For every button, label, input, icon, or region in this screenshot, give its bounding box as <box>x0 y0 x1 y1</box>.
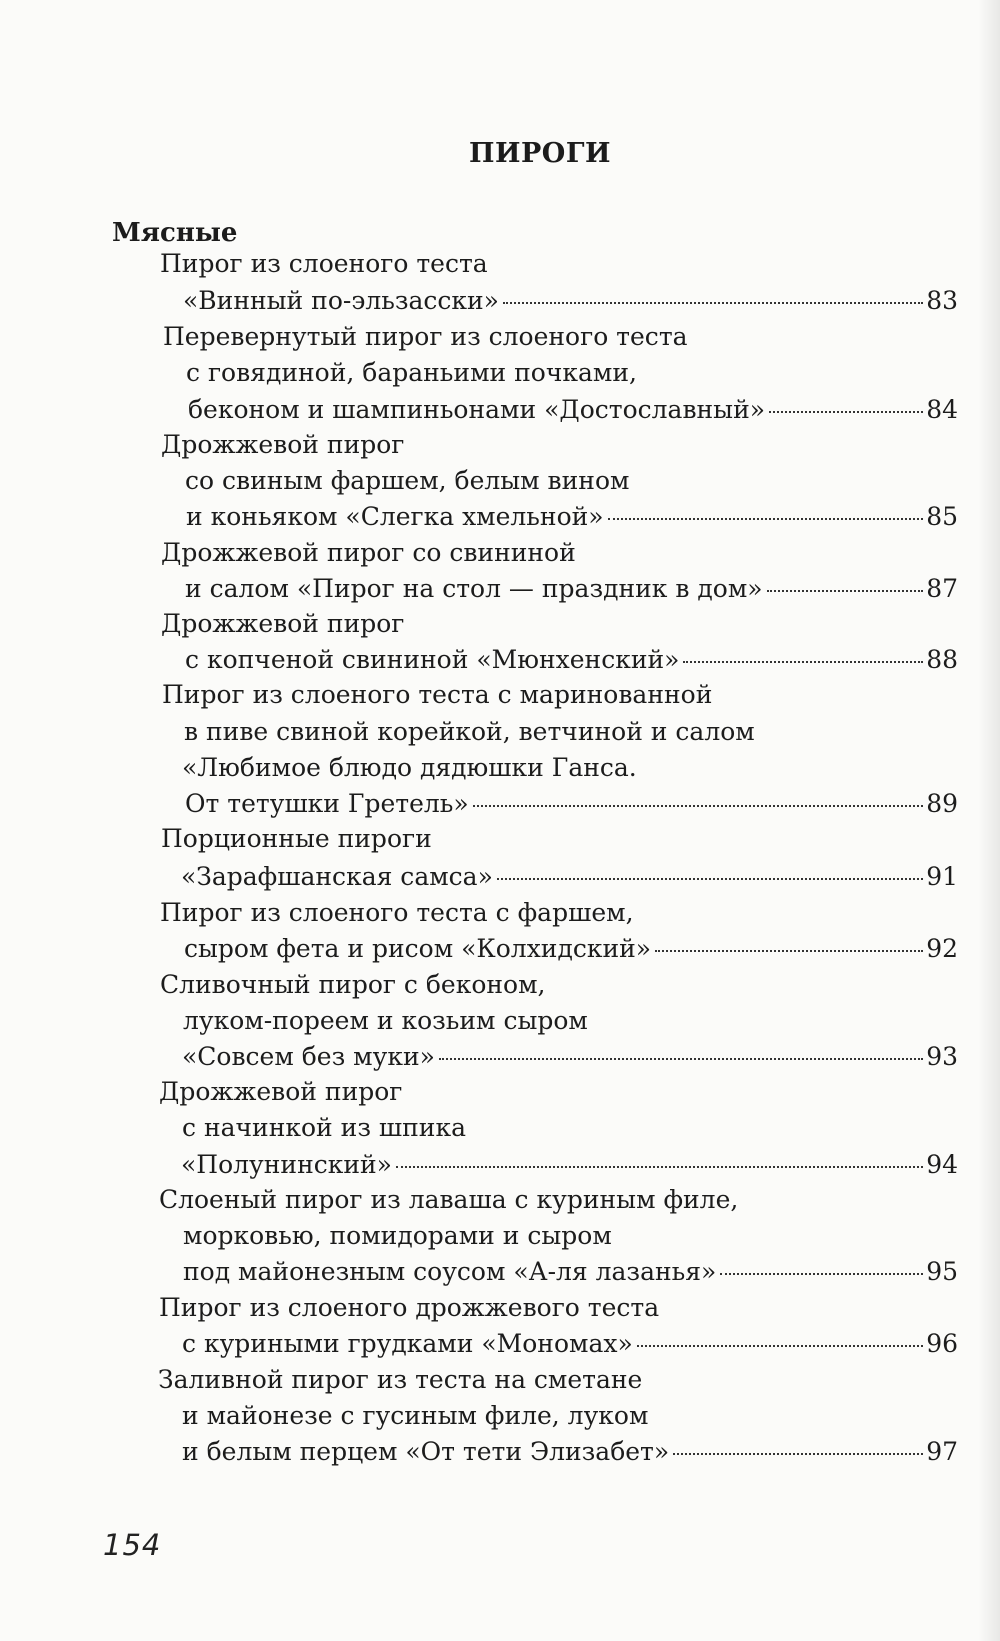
toc-line-text: Пирог из слоеного теста с маринованной <box>162 680 713 709</box>
leader-dots <box>683 660 923 663</box>
toc-line-text: Пирог из слоеного дрожжевого теста <box>159 1293 660 1322</box>
toc-line <box>185 570 958 608</box>
toc-line-text: с говядиной, бараньими почками, <box>186 358 637 387</box>
toc-line-text: Перевернутый пирог из слоеного теста <box>163 322 688 351</box>
leader-dots <box>673 1452 923 1455</box>
toc-page-number: 85 <box>926 502 958 531</box>
toc-line-text: Дрожжевой пирог <box>159 1077 403 1106</box>
toc-line-text: с копченой свининой «Мюнхенский» <box>185 645 680 674</box>
toc-line <box>182 1397 958 1435</box>
toc-line-text: луком-пореем и козьим сыром <box>183 1006 588 1035</box>
toc-line <box>160 894 958 932</box>
toc-line-text: и салом «Пирог на стол — праздник в дом» <box>185 574 763 603</box>
toc-page-number: 96 <box>926 1329 958 1358</box>
toc-line-text: Пирог из слоеного теста <box>160 249 488 278</box>
toc-line <box>182 1433 958 1471</box>
toc-page-number: 87 <box>926 574 958 603</box>
toc-line <box>183 282 958 320</box>
toc-line-text: под майонезным соусом «А-ля лазанья» <box>183 1257 717 1286</box>
toc-line <box>159 1289 958 1327</box>
toc-line <box>160 966 958 1004</box>
leader-dots <box>608 517 924 520</box>
toc-page-number: 93 <box>926 1042 958 1071</box>
toc-line-text: От тетушки Гретель» <box>185 789 469 818</box>
leader-dots <box>396 1165 923 1168</box>
toc-line-text: Сливочный пирог с беконом, <box>160 970 546 999</box>
toc-line-text: «Любимое блюдо дядюшки Ганса. <box>182 753 637 782</box>
toc-line-text: с начинкой из шпика <box>182 1113 466 1142</box>
toc-page-number: 83 <box>926 286 958 315</box>
toc-page-number: 84 <box>926 395 958 424</box>
toc-line-text: Порционные пироги <box>161 824 432 853</box>
leader-dots <box>769 410 923 413</box>
toc-line <box>188 391 958 429</box>
toc-page-number: 95 <box>926 1257 958 1286</box>
toc-line-text: с куриными грудками «Мономах» <box>182 1329 633 1358</box>
leader-dots <box>503 301 923 304</box>
toc-line <box>186 354 958 392</box>
toc-line-text: морковью, помидорами и сыром <box>183 1221 612 1250</box>
toc-line <box>160 245 958 283</box>
toc-line <box>185 462 958 500</box>
toc-line-text: со свиным фаршем, белым вином <box>185 466 630 495</box>
toc-line <box>161 605 958 643</box>
toc-line-text: Дрожжевой пирог <box>161 609 405 638</box>
toc-line <box>158 1361 958 1399</box>
leader-dots <box>720 1272 923 1275</box>
toc-line <box>163 318 958 356</box>
toc-line <box>185 641 958 679</box>
leader-dots <box>767 589 924 592</box>
toc-line <box>183 1253 958 1291</box>
toc-line <box>159 1181 958 1219</box>
toc-line <box>161 534 958 572</box>
toc-page-number: 88 <box>926 645 958 674</box>
toc-page-number: 92 <box>926 934 958 963</box>
toc-line <box>181 858 958 896</box>
page-title: ПИРОГИ <box>469 138 611 169</box>
toc-line <box>183 1217 958 1255</box>
toc-line-text: беконом и шампиньонами «Достославный» <box>188 395 766 424</box>
toc-line <box>182 1038 958 1076</box>
toc-line-text: Пирог из слоеного теста с фаршем, <box>160 898 634 927</box>
toc-line-text: Заливной пирог из теста на сметане <box>158 1365 643 1394</box>
toc-line-text: «Винный по-эльзасски» <box>183 286 499 315</box>
toc-line-text: сыром фета и рисом «Колхидский» <box>184 934 652 963</box>
toc-line <box>161 820 958 858</box>
toc-line-text: и белым перцем «От тети Элизабет» <box>182 1437 670 1466</box>
toc-page-number: 91 <box>926 862 958 891</box>
toc-line <box>183 1002 958 1040</box>
toc-line <box>186 498 958 536</box>
toc-line <box>185 785 958 823</box>
toc-page-number: 89 <box>926 789 958 818</box>
toc-line <box>182 1109 958 1147</box>
toc-line-text: «Совсем без муки» <box>182 1042 435 1071</box>
toc-line-text: в пиве свиной корейкой, ветчиной и салом <box>184 717 755 746</box>
toc-line <box>181 1146 958 1184</box>
section-heading: Мясные <box>112 218 238 248</box>
toc-line <box>162 676 958 714</box>
toc-line <box>159 1073 958 1111</box>
page-edge-shadow <box>978 0 1000 1641</box>
toc-page-number: 94 <box>926 1150 958 1179</box>
toc-page-number: 97 <box>926 1437 958 1466</box>
leader-dots <box>637 1344 923 1347</box>
toc-line <box>182 1325 958 1363</box>
toc-line-text: «Зарафшанская самса» <box>181 862 493 891</box>
toc-line-text: Слоеный пирог из лаваша с куриным филе, <box>159 1185 739 1214</box>
toc-line-text: Дрожжевой пирог <box>161 430 405 459</box>
page-number: 154 <box>103 1528 162 1562</box>
toc-line-text: и майонезе с гусиным филе, луком <box>182 1401 649 1430</box>
toc-line <box>161 426 958 464</box>
toc-line <box>182 749 958 787</box>
toc-line-text: Дрожжевой пирог со свининой <box>161 538 576 567</box>
toc-line <box>184 713 958 751</box>
leader-dots <box>497 877 923 880</box>
toc-line-text: «Полунинский» <box>181 1150 392 1179</box>
toc-line <box>184 930 958 968</box>
toc-line-text: и коньяком «Слегка хмельной» <box>186 502 604 531</box>
leader-dots <box>473 804 924 807</box>
leader-dots <box>439 1057 923 1060</box>
leader-dots <box>655 949 923 952</box>
